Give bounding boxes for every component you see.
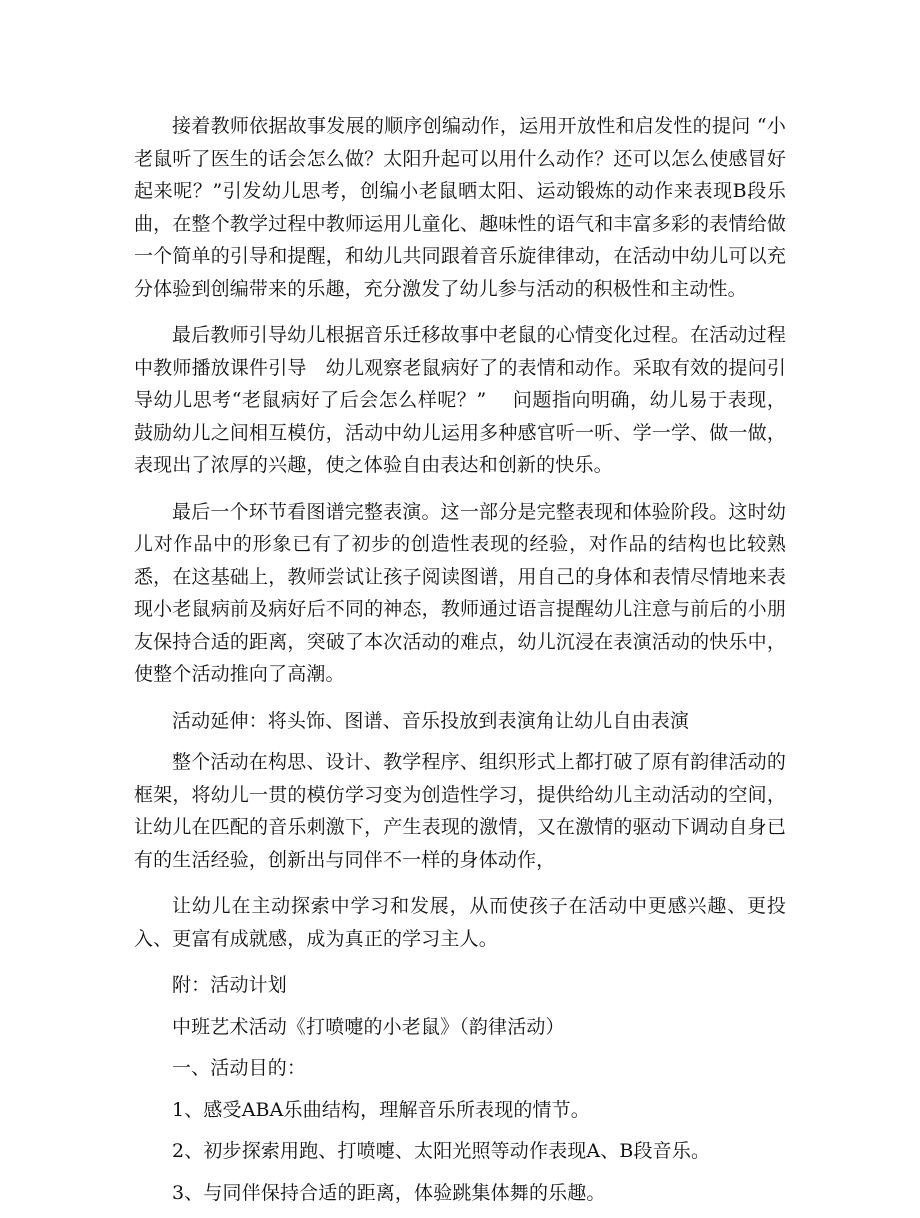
paragraph-objective-1: 1、感受ABA乐曲结构，理解音乐所表现的情节。 [172, 1098, 590, 1121]
paragraph-activity-title: 中班艺术活动《打喷嚏的小老鼠》（韵律活动） [172, 1015, 565, 1038]
paragraph-objective-3: 3、与同伴保持合适的距离，体验跳集体舞的乐趣。 [172, 1181, 606, 1204]
paragraph-objective-2: 2、初步探索用跑、打喷嚏、太阳光照等动作表现A、B段音乐。 [172, 1140, 711, 1162]
paragraph-mood-change: 最后教师引导幼儿根据音乐迁移故事中老鼠的心情变化过程。在活动过程中教师播放课件引导 幼儿观察老鼠病好了的表情和动作。采取有效的提问引导幼儿思考“老鼠病好了后会怎么样呢？” 问题指向明确，幼儿易于表现，鼓励幼儿之间相互模仿，活动中幼儿运用多种感官听一听、学一学、做一做，表现出了浓厚的兴趣，使之体验自由表达和创新的快乐。 [134, 324, 786, 476]
paragraph-summary: 整个活动在构思、设计、教学程序、组织形式上都打破了原有韵律活动的框架，将幼儿一贯的模仿学习变为创造性学习，提供给幼儿主动活动的空间，让幼儿在匹配的音乐刺激下，产生表现的激情，又在激情的驱动下调动自身已有的生活经验，创新出与同伴不一样的身体动作， [134, 751, 786, 871]
paragraph-objectives-heading: 一、活动目的： [172, 1057, 307, 1079]
document-page [134, 110, 786, 1218]
paragraph-activity-extension: 活动延伸：将头饰、图谱、音乐投放到表演角让幼儿自由表演 [172, 709, 690, 732]
paragraph-active-learning: 让幼儿在主动探索中学习和发展，从而使孩子在活动中更感兴趣、更投入、更富有成就感，成为真正的学习主人。 [134, 895, 786, 950]
paragraph-creative-movement: 接着教师依据故事发展的顺序创编动作，运用开放性和启发性的提问 “小老鼠听了医生的话会怎么做？太阳升起可以用什么动作？还可以怎么使感冒好起来呢？”引发幼儿思考，创编小老鼠晒太阳、运动锻炼的动作来表现B段乐曲，在整个教学过程中教师运用儿童化、趣味性的语气和丰富多彩的表情给做一个简单的引导和提醒，和幼儿共同跟着音乐旋律律动，在活动中幼儿可以充分体验到创编带来的乐趣，充分激发了幼儿参与活动的积极性和主动性。 [134, 115, 786, 300]
paragraph-appendix-heading: 附：活动计划 [172, 974, 287, 996]
paragraph-full-performance: 最后一个环节看图谱完整表演。这一部分是完整表现和体验阶段。这时幼儿对作品中的形象已有了初步的创造性表现的经验，对作品的结构也比较熟悉，在这基础上，教师尝试让孩子阅读图谱，用自己的身体和表情尽情地来表现小老鼠病前及病好后不同的神态，教师通过语言提醒幼儿注意与前后的小朋友保持合适的距离，突破了本次活动的难点，幼儿沉浸在表演活动的快乐中，使整个活动推向了高潮。 [134, 500, 786, 685]
